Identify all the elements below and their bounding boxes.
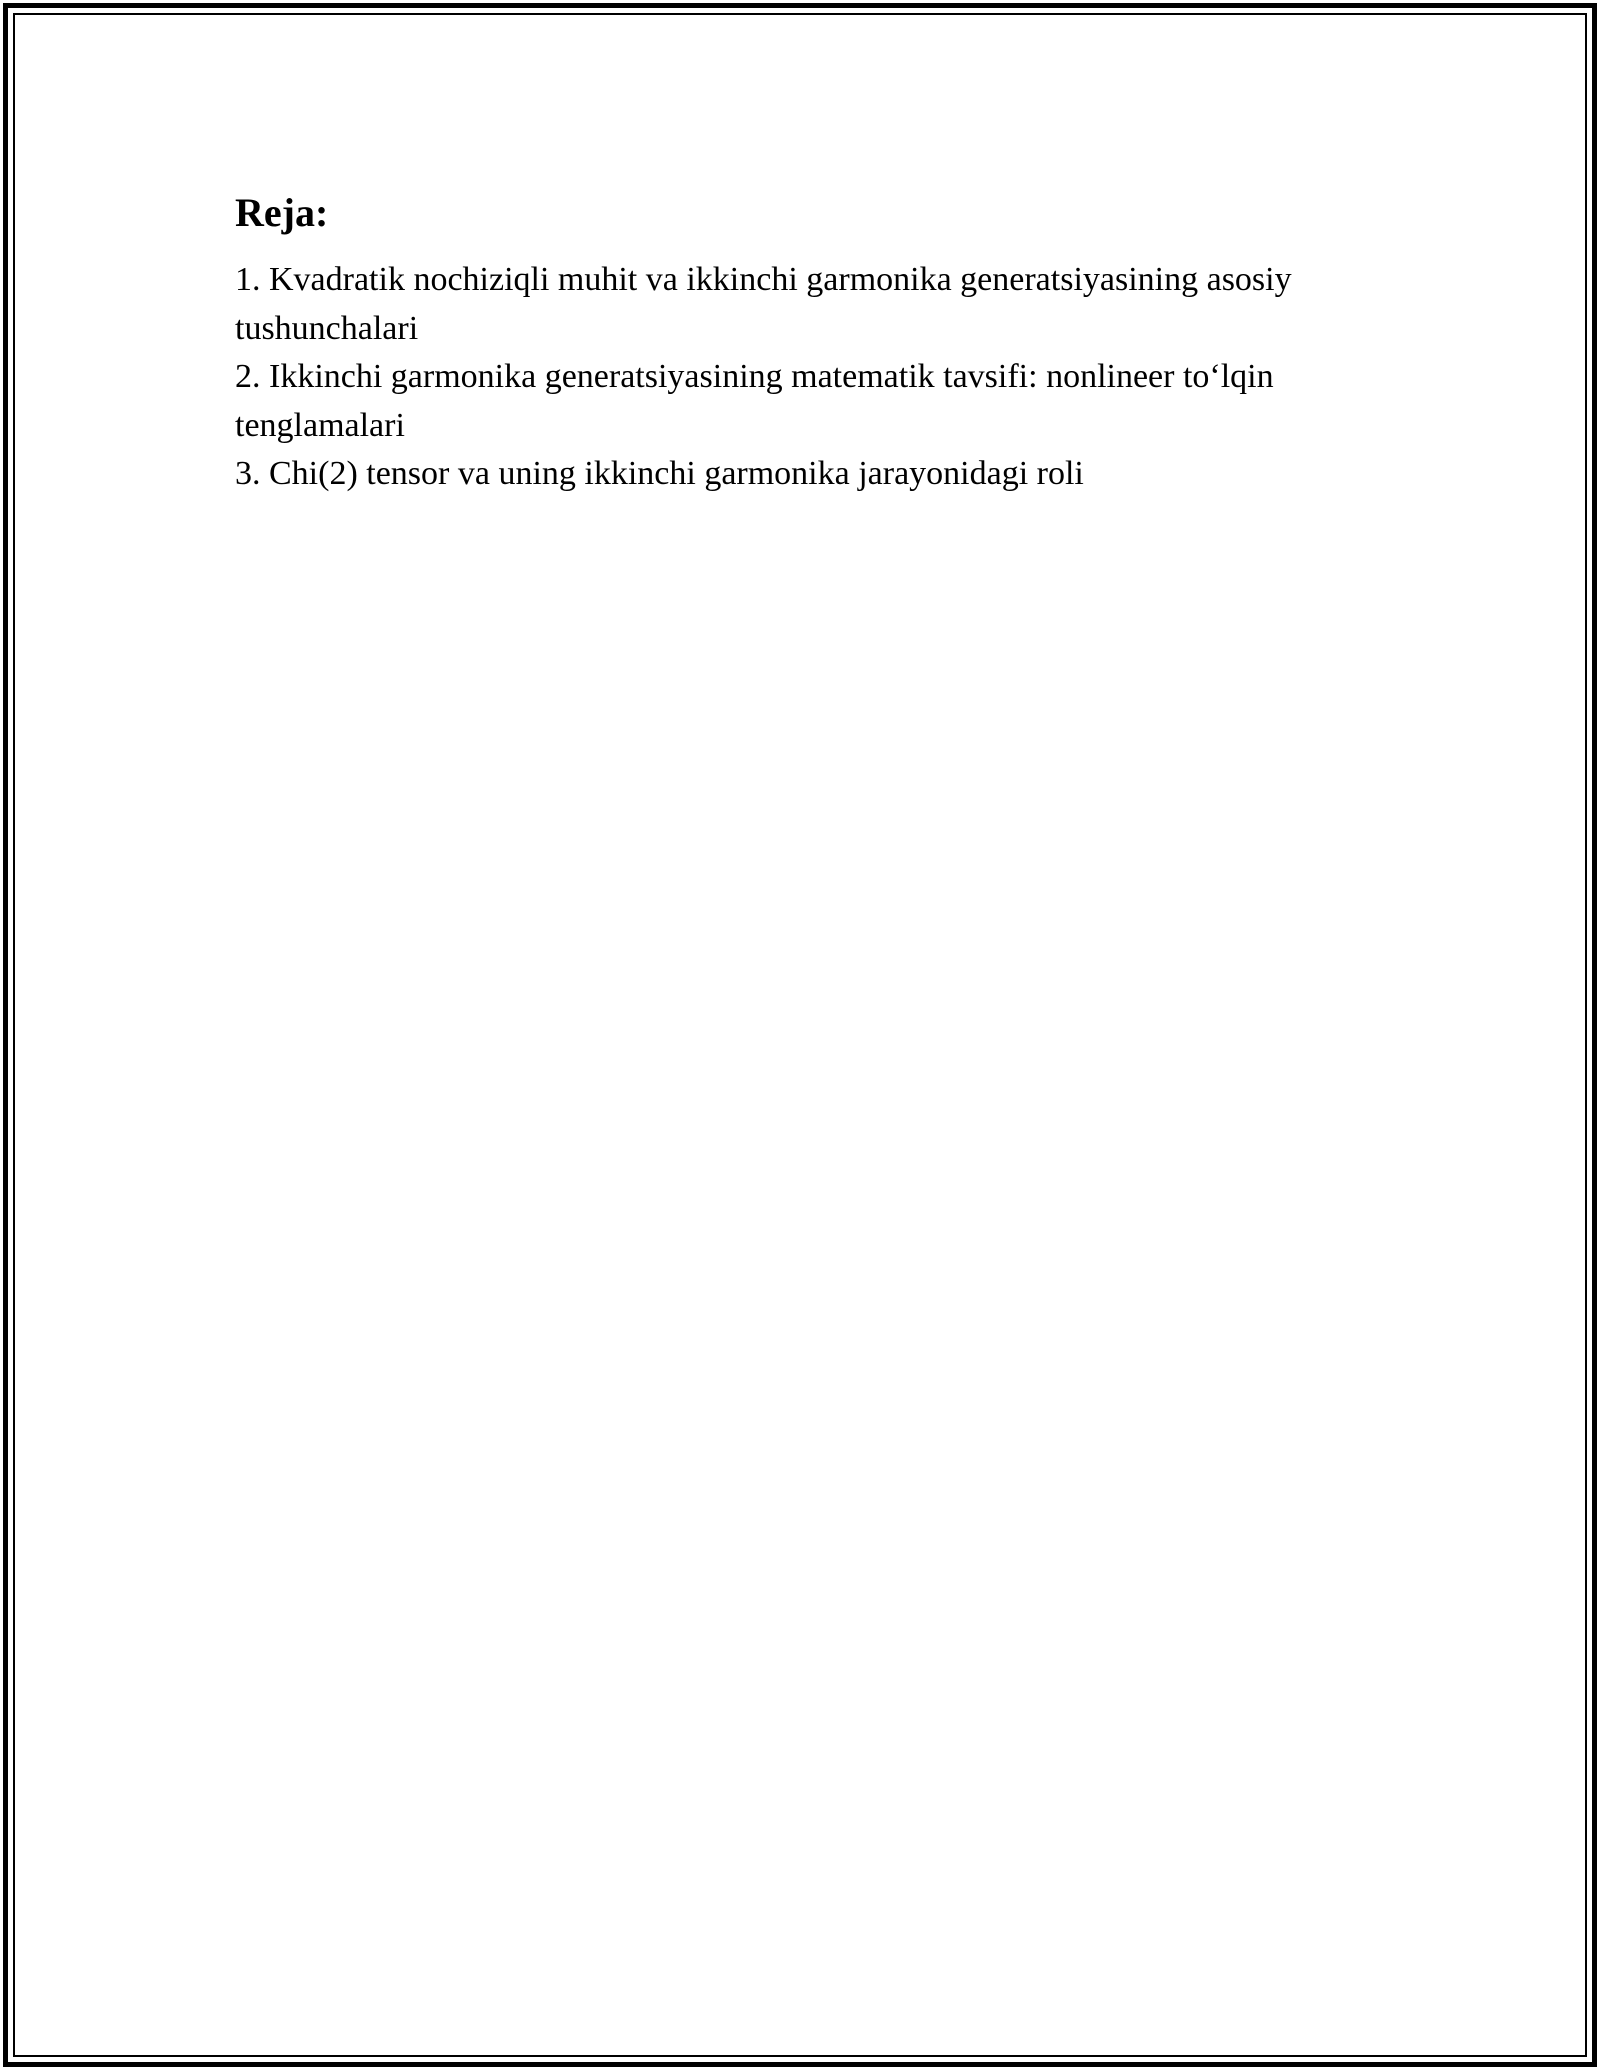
plan-list	[235, 256, 1375, 499]
plan-item-1: 1. Kvadratik nochiziqli muhit va ikkinchi garmonika generatsiyasining asosiy tushunchalari	[235, 261, 1292, 347]
document-body	[235, 186, 1375, 499]
plan-heading: Reja:	[235, 190, 329, 235]
plan-item-2: 2. Ikkinchi garmonika generatsiyasining matematik tavsifi: nonlineer to‘lqin tenglamalari	[235, 358, 1274, 444]
plan-item-3: 3. Chi(2) tensor va uning ikkinchi garmonika jarayonidagi roli	[235, 455, 1084, 492]
